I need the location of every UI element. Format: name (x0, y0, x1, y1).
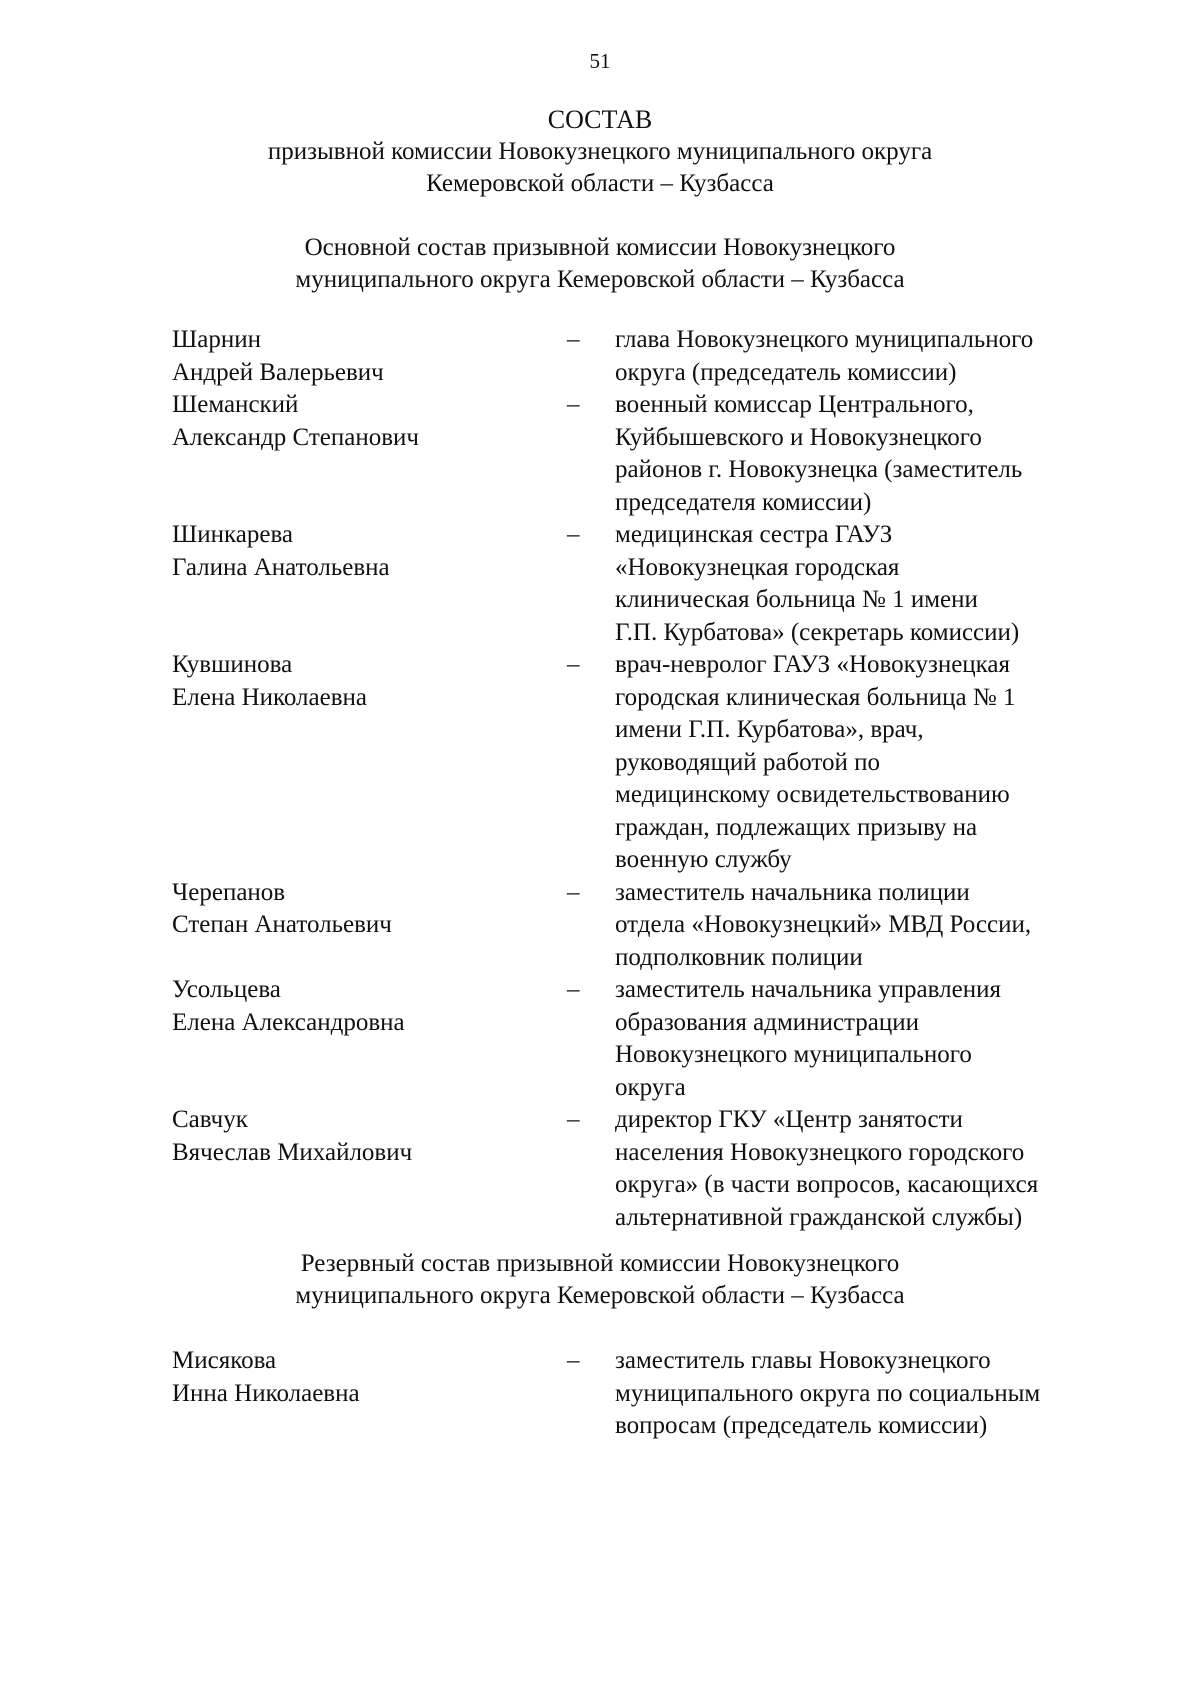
member-role-line: руководящий работой по (615, 748, 881, 776)
member-role-line: врач-невролог ГАУЗ «Новокузнецкая (615, 651, 1011, 678)
member-given-names: Степан Анатольевич (172, 911, 392, 938)
member-name (172, 324, 567, 389)
member-entry (172, 877, 1112, 975)
basic-section-heading (0, 232, 1200, 296)
member-role-line: образования администрации (615, 1008, 919, 1036)
member-name (172, 1104, 567, 1169)
member-role-line: муниципального округа по социальным (615, 1379, 1041, 1407)
member-role-line: медицинскому освидетельствованию (615, 781, 1010, 808)
member-name (172, 1345, 567, 1410)
member-role-line: районов г. Новокузнецка (заместитель (615, 456, 1023, 483)
member-dash: – (567, 1347, 580, 1374)
member-role-line: Новокузнецкого муниципального (615, 1041, 972, 1068)
member-surname: Савчук (172, 1106, 248, 1133)
member-role-line: Г.П. Курбатова» (секретарь комиссии) (615, 618, 1020, 646)
member-role-line: Куйбышевского и Новокузнецкого (615, 423, 982, 451)
member-name (172, 649, 567, 714)
member-dash: – (567, 976, 580, 1003)
member-role-line: заместитель главы Новокузнецкого (615, 1347, 991, 1374)
member-surname: Шарнин (172, 326, 261, 353)
member-role-line: имени Г.П. Курбатова», врач, (615, 716, 924, 743)
member-role-line: председателя комиссии) (615, 488, 872, 516)
member-role-line: заместитель начальника управления (615, 976, 1001, 1003)
member-entry (172, 389, 1112, 519)
member-role-line: директор ГКУ «Центр занятости (615, 1106, 963, 1133)
member-given-names: Галина Анатольевна (172, 553, 390, 581)
member-entry (172, 649, 1112, 877)
reserve-heading-line-1: Резервный состав призывной комиссии Новокузнецкого (300, 1250, 900, 1277)
member-role-line: округа» (в части вопросов, касающихся (615, 1171, 1039, 1198)
title-line-2: призывной комиссии Новокузнецкого муниципального округа (267, 138, 933, 165)
member-role (615, 519, 1112, 649)
member-entry (172, 974, 1112, 1104)
member-role (615, 974, 1112, 1104)
member-dash: – (567, 326, 580, 353)
member-given-names: Андрей Валерьевич (172, 358, 384, 386)
member-role-line: населения Новокузнецкого городского (615, 1138, 1025, 1166)
member-role (615, 877, 1112, 975)
member-role-line: округа (председатель комиссии) (615, 358, 957, 386)
member-dash: – (567, 878, 580, 906)
member-role-line: медицинская сестра ГАУЗ (615, 521, 893, 548)
member-dash: – (567, 521, 580, 548)
member-role (615, 1104, 1112, 1234)
member-entry (172, 324, 1112, 389)
member-surname: Мисякова (172, 1347, 277, 1374)
member-role-line: глава Новокузнецкого муниципального (615, 326, 1034, 353)
member-role-line: округа (615, 1073, 686, 1101)
basic-heading-line-2: муниципального округа Кемеровской области – Кузбасса (295, 266, 905, 293)
basic-members-list (172, 324, 1112, 1234)
member-entry (172, 1345, 1112, 1443)
member-role-line: вопросам (председатель комиссии) (615, 1412, 988, 1439)
reserve-section-heading (0, 1248, 1200, 1312)
member-role (615, 649, 1112, 877)
member-name (172, 877, 567, 942)
member-surname: Шинкарева (172, 521, 294, 548)
member-given-names: Елена Александровна (172, 1008, 405, 1036)
member-surname: Кувшинова (172, 651, 293, 678)
member-dash: – (567, 651, 580, 678)
member-name (172, 389, 567, 454)
title-line-1: СОСТАВ (547, 105, 653, 134)
member-given-names: Елена Николаевна (172, 683, 367, 711)
member-role-line: заместитель начальника полиции (615, 878, 970, 906)
member-role (615, 389, 1112, 519)
member-given-names: Инна Николаевна (172, 1379, 360, 1407)
page-number: 51 (589, 49, 611, 73)
member-dash: – (567, 391, 580, 418)
member-role-line: граждан, подлежащих призыву на (615, 813, 978, 841)
member-surname: Черепанов (172, 878, 286, 906)
member-role-line: подполковник полиции (615, 943, 863, 971)
member-entry (172, 519, 1112, 649)
member-given-names: Александр Степанович (172, 423, 419, 451)
member-role-line: альтернативной гражданской службы) (615, 1203, 1023, 1231)
member-dash: – (567, 1106, 580, 1133)
member-role-line: городская клиническая больница № 1 (615, 683, 1016, 711)
member-given-names: Вячеслав Михайлович (172, 1138, 413, 1166)
document-title (0, 104, 1200, 200)
member-role (615, 324, 1112, 389)
reserve-members-list (172, 1345, 1112, 1443)
title-line-3: Кемеровской области – Кузбасса (426, 170, 774, 197)
member-role-line: отдела «Новокузнецкий» МВД России, (615, 911, 1032, 938)
basic-heading-line-1: Основной состав призывной комиссии Новокузнецкого (304, 234, 896, 261)
member-surname: Усольцева (172, 976, 281, 1003)
member-name (172, 519, 567, 584)
reserve-heading-line-2: муниципального округа Кемеровской области – Кузбасса (295, 1282, 905, 1309)
member-role-line: «Новокузнецкая городская (615, 553, 900, 581)
member-surname: Шеманский (172, 391, 299, 418)
member-role-line: военную службу (615, 846, 792, 873)
member-role-line: военный комиссар Центрального, (615, 391, 974, 418)
member-role-line: клиническая больница № 1 имени (615, 586, 978, 613)
member-name (172, 974, 567, 1039)
member-entry (172, 1104, 1112, 1234)
member-role (615, 1345, 1112, 1443)
